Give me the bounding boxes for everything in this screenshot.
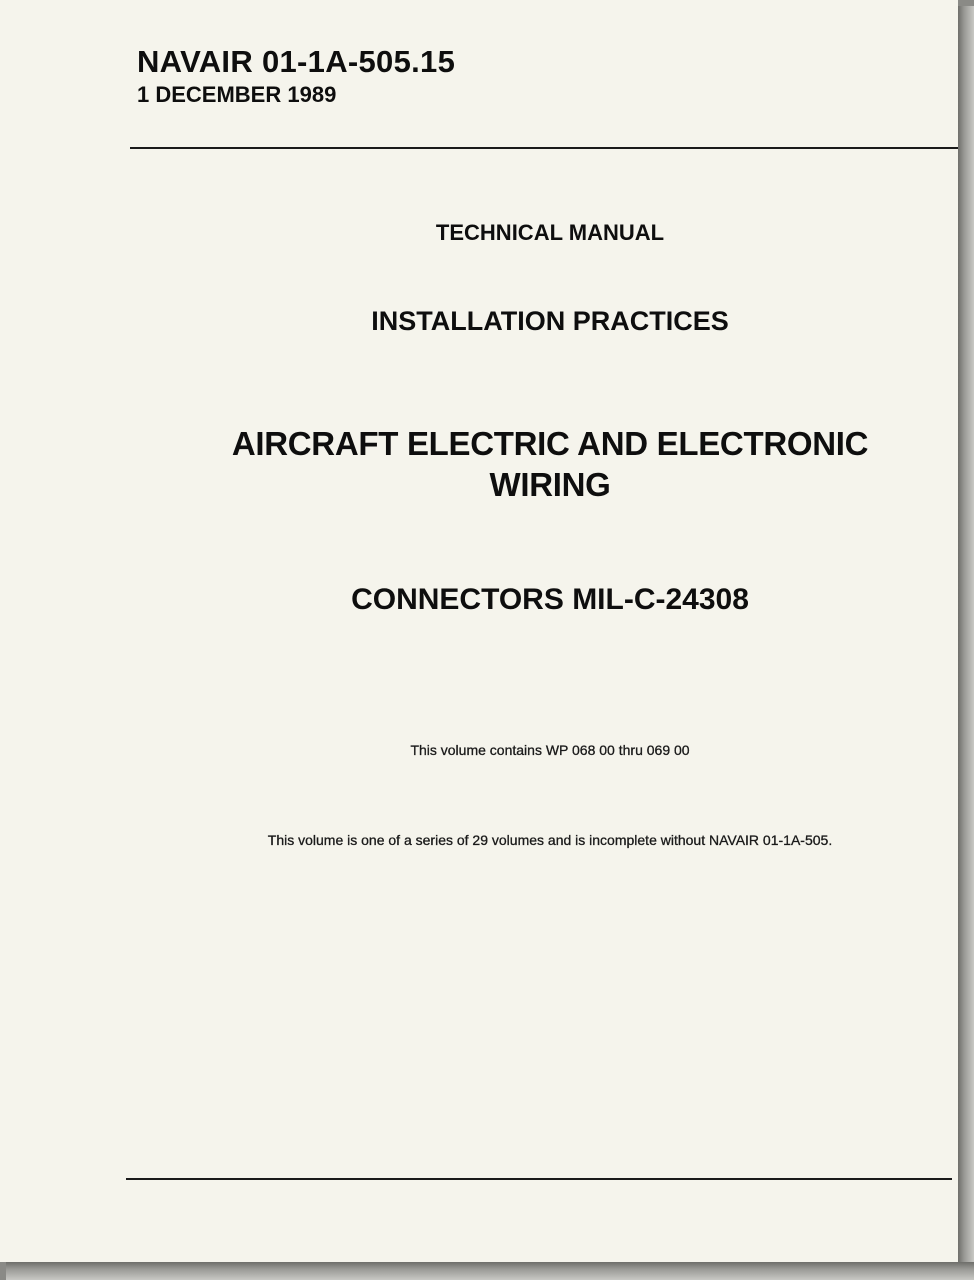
volume-contents-note: This volume contains WP 068 00 thru 069 00 (410, 742, 690, 758)
section-title: INSTALLATION PRACTICES (371, 306, 729, 336)
main-title (130, 423, 970, 505)
page-shadow-right (958, 6, 974, 1280)
page-shadow-bottom (6, 1262, 974, 1280)
document-date: 1 DECEMBER 1989 (137, 82, 337, 107)
manual-type: TECHNICAL MANUAL (435, 220, 665, 245)
bottom-divider (126, 1178, 952, 1180)
top-divider (130, 147, 960, 149)
subject-title: CONNECTORS MIL-C-24308 (351, 583, 749, 616)
series-note: This volume is one of a series of 29 volumes and is incomplete without NAVAIR 01-1A-505. (267, 832, 833, 848)
main-title-line-2: WIRING (489, 466, 611, 503)
main-title-line-1: AIRCRAFT ELECTRIC AND ELECTRONIC (231, 425, 869, 462)
document-number: NAVAIR 01-1A-505.15 (137, 44, 456, 79)
